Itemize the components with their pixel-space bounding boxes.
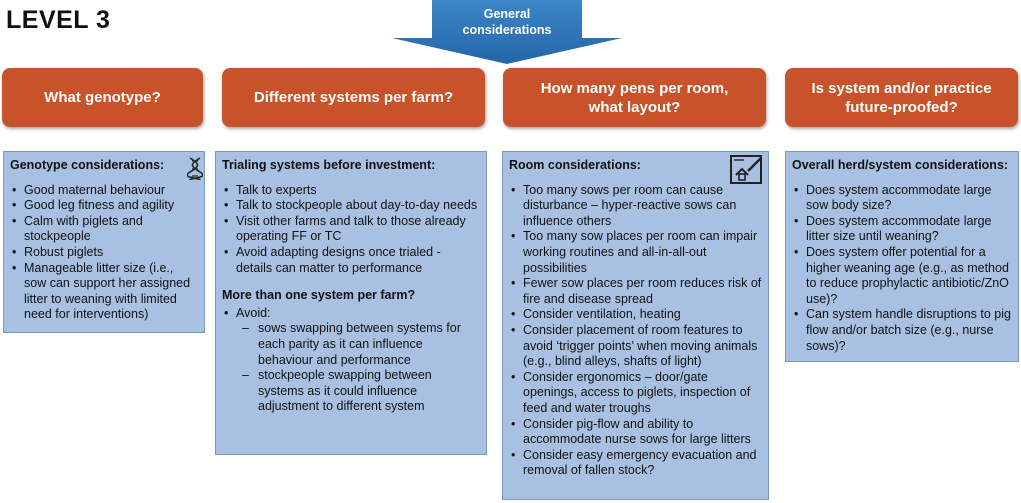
sub-lead: Avoid:	[236, 305, 271, 320]
list-item: – sows swapping between systems for each parity as it can influence behaviour and performance	[258, 321, 480, 368]
panel-genotype	[3, 151, 205, 333]
panel-herd	[785, 151, 1019, 362]
header-room	[503, 68, 766, 127]
list-item: • Visit other farms and talk to those already operating FF or TC	[236, 214, 480, 245]
list-item: • Good maternal behaviour	[24, 183, 198, 199]
list-item: • Consider placement of room features to avoid ‘trigger points’ when moving animals (e.g., blind alleys, shafts of light)	[523, 323, 762, 370]
panel-systems-sublist	[222, 306, 480, 415]
header-genotype-text: What genotype?	[44, 89, 161, 106]
panel-genotype-list	[10, 183, 198, 323]
panel-systems	[215, 151, 487, 455]
list-item: • Consider ventilation, heating	[523, 307, 762, 323]
level-title: LEVEL 3	[6, 6, 111, 34]
header-genotype	[2, 68, 203, 127]
panel-systems-list	[222, 183, 480, 277]
list-item: • Does system accommodate large sow body size?	[806, 183, 1012, 214]
header-systems	[222, 68, 485, 127]
general-line-2: considerations	[462, 23, 552, 37]
panel-herd-list	[792, 183, 1012, 355]
list-item: • Consider ergonomics – door/gate openings, access to piglets, inspection of feed and water troughs	[523, 370, 762, 417]
list-item: • Can system handle disruptions to pig flow and/or batch size (e.g., nurse sows)?	[806, 307, 1012, 354]
dna-icon	[187, 157, 203, 181]
panel-genotype-title: Genotype considerations:	[10, 158, 165, 172]
list-item: • Too many sow places per room can impair working routines and all-in-all-out possibilities	[523, 229, 762, 276]
list-item	[236, 306, 480, 415]
panel-systems-subtitle: More than one system per farm?	[222, 288, 416, 303]
list-item: • Good leg fitness and agility	[24, 198, 198, 214]
list-item: • Talk to stockpeople about day-to-day needs	[236, 198, 480, 214]
header-herd-text: Is system and/or practice future-proofed?	[811, 79, 992, 116]
panel-herd-title: Overall herd/system considerations:	[792, 158, 1009, 172]
list-item: • Talk to experts	[236, 183, 480, 199]
list-item: • Fewer sow places per room reduces risk of fire and disease spread	[523, 276, 762, 307]
list-item: • Too many sows per room can cause disturbance – hyper-reactive sows can influence others	[523, 183, 762, 230]
panel-systems-avoid-list	[236, 321, 480, 415]
header-room-text: How many pens per room, what layout?	[540, 79, 729, 116]
list-item: • Robust piglets	[24, 245, 198, 261]
list-item: • Avoid adapting designs once trialed - details can matter to performance	[236, 245, 480, 276]
floor-plan-icon	[730, 155, 764, 185]
list-item: • Manageable litter size (i.e., sow can support her assigned litter to weaning with limited need for interventions)	[24, 261, 198, 323]
general-considerations-label	[432, 6, 582, 38]
panel-room	[502, 151, 769, 500]
list-item: • Does system offer potential for a higher weaning age (e.g., as method to reduce prophylactic antibiotic/ZnO use)?	[806, 245, 1012, 307]
list-item: • Consider pig-flow and ability to accommodate nurse sows for large litters	[523, 417, 762, 448]
general-line-1: General	[483, 7, 531, 21]
panel-room-title: Room considerations:	[509, 158, 641, 172]
panel-systems-title: Trialing systems before investment:	[222, 158, 436, 172]
panel-room-list	[509, 183, 762, 479]
header-systems-text: Different systems per farm?	[253, 89, 454, 106]
list-item: • Calm with piglets and stockpeople	[24, 214, 198, 245]
header-herd	[785, 68, 1018, 127]
list-item: • Does system accommodate large litter size until weaning?	[806, 214, 1012, 245]
list-item: – stockpeople swapping between systems as it could influence adjustment to different system	[258, 368, 480, 415]
list-item: • Consider easy emergency evacuation and removal of fallen stock?	[523, 448, 762, 479]
